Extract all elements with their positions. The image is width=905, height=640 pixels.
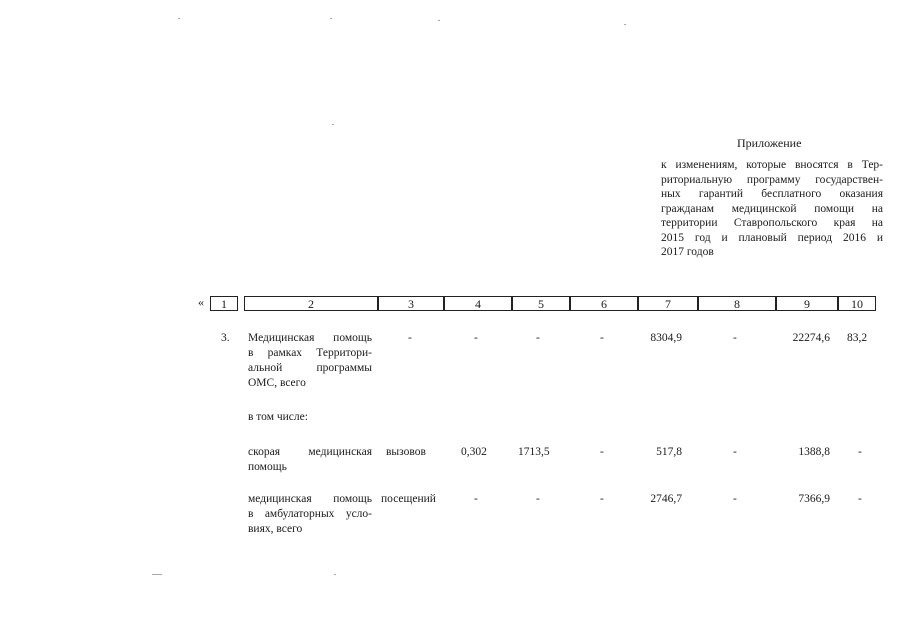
appendix-line: 2015 год и плановый период 2016 и <box>661 231 883 244</box>
cell-col10: - <box>858 446 862 458</box>
row-name-line: ОМС, всего <box>248 377 306 389</box>
column-number-9: 9 <box>776 296 838 311</box>
row-name-line: медицинская помощь <box>248 493 372 505</box>
row-name-line: виях, всего <box>248 523 303 535</box>
cell-col6: - <box>600 493 604 505</box>
including-label: в том числе: <box>248 411 308 423</box>
row-name-line: помощь <box>248 461 287 473</box>
cell-col4: - <box>474 493 478 505</box>
scan-speck <box>438 20 440 21</box>
cell-col9: 1388,8 <box>798 446 830 458</box>
appendix-line: к изменениям, которые вносятся в Тер- <box>661 159 883 171</box>
cell-col3: - <box>408 332 412 344</box>
cell-col7: 8304,9 <box>650 332 682 344</box>
cell-col8: - <box>733 493 737 505</box>
column-number-8: 8 <box>698 296 776 311</box>
column-number-1: 1 <box>210 296 238 311</box>
appendix-line: территории Ставропольского края на <box>661 217 883 229</box>
scan-speck <box>152 574 162 575</box>
cell-col10: 83,2 <box>847 332 868 344</box>
cell-col9: 22274,6 <box>792 332 830 344</box>
row-index: 3. <box>221 332 230 344</box>
cell-col6: - <box>600 446 604 458</box>
scan-speck <box>624 24 626 25</box>
row-name-line: альной программы <box>248 362 372 374</box>
column-number-3: 3 <box>378 296 444 311</box>
appendix-line: риториальную программу государствен- <box>661 173 883 186</box>
cell-col3: посещений <box>381 493 436 505</box>
appendix-title: Приложение <box>737 136 802 150</box>
cell-col3: вызовов <box>386 446 426 458</box>
cell-col5: - <box>536 332 540 344</box>
scan-speck <box>334 574 336 575</box>
row-name-line: Медицинская помощь <box>248 332 372 344</box>
cell-col9: 7366,9 <box>798 493 830 505</box>
column-number-5: 5 <box>512 296 570 311</box>
cell-col5: - <box>536 493 540 505</box>
cell-col7: 2746,7 <box>650 493 682 505</box>
row-name-line: скорая медицинская <box>248 446 372 458</box>
cell-col8: - <box>733 332 737 344</box>
appendix-line: гражданам медицинской помощи на <box>661 202 883 215</box>
scan-speck <box>332 124 334 125</box>
column-number-7: 7 <box>638 296 698 311</box>
scan-speck <box>178 18 180 19</box>
column-number-6: 6 <box>570 296 638 311</box>
cell-col10: - <box>858 493 862 505</box>
cell-col7: 517,8 <box>656 446 682 458</box>
row-name-line: в амбулаторных усло- <box>248 508 372 520</box>
appendix-line: ных гарантий бесплатного оказания <box>661 188 883 200</box>
appendix-description <box>661 158 883 260</box>
opening-quote: « <box>198 295 204 309</box>
column-number-2: 2 <box>244 296 378 311</box>
row-name-line: в рамках Территори- <box>248 347 372 359</box>
cell-col4: - <box>474 332 478 344</box>
appendix-line: 2017 годов <box>661 246 714 258</box>
column-number-10: 10 <box>838 296 876 311</box>
cell-col8: - <box>733 446 737 458</box>
scan-speck <box>330 18 332 19</box>
column-number-4: 4 <box>444 296 512 311</box>
cell-col4: 0,302 <box>461 446 487 458</box>
cell-col5: 1713,5 <box>518 446 550 458</box>
cell-col6: - <box>600 332 604 344</box>
